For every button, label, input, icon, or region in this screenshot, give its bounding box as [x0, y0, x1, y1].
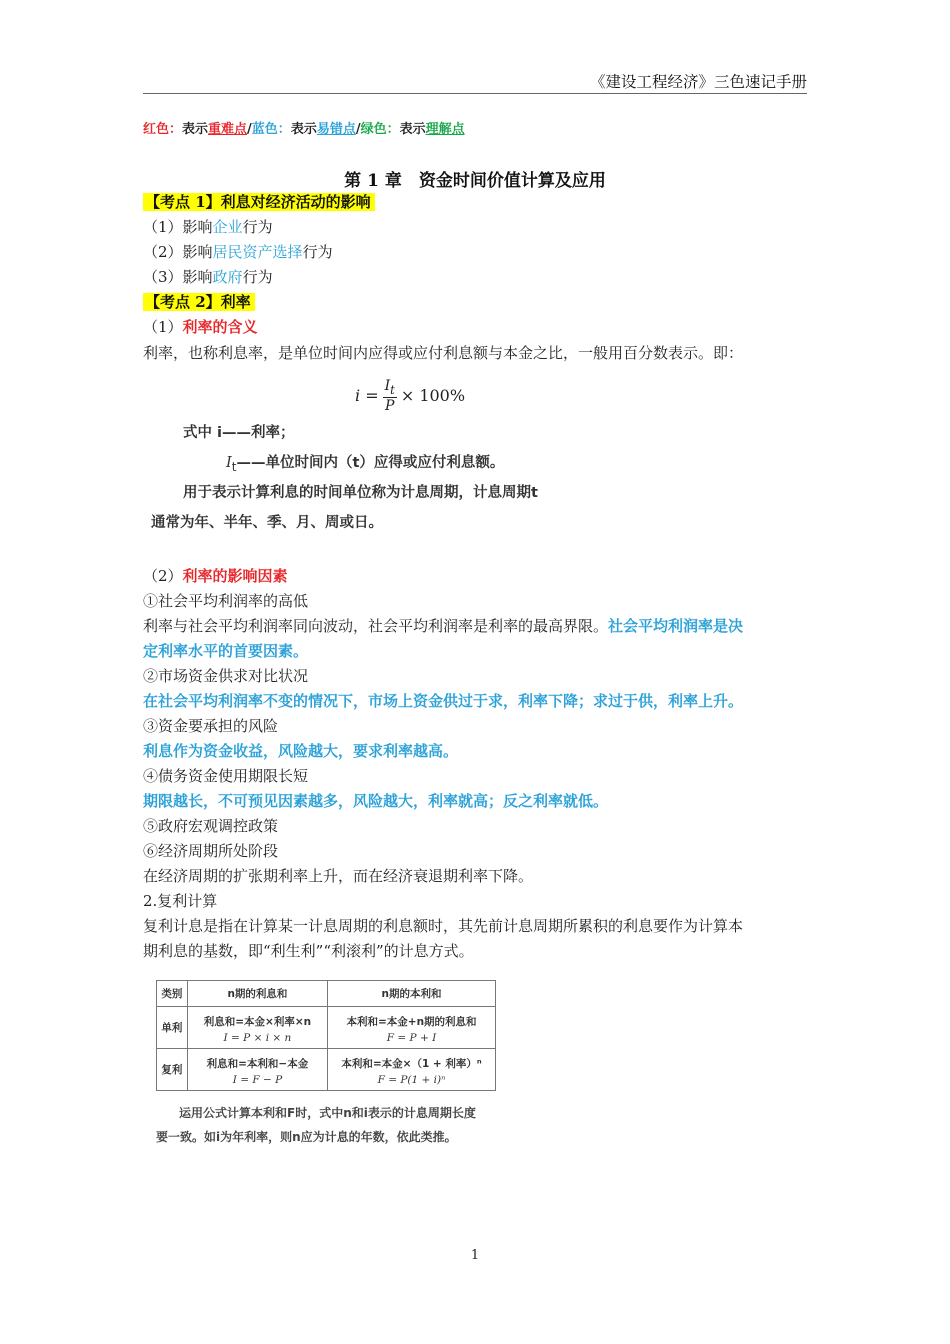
kp1-item: （1）影响企业行为 — [143, 218, 273, 236]
factor-text: 利率与社会平均利润率同向波动，社会平均利润率是利率的最高界限。社会平均利润率是决 — [143, 617, 744, 635]
kp1-item: （3）影响政府行为 — [143, 268, 273, 286]
kp1-term: 企业 — [212, 218, 243, 236]
formula-note-i: 式中 i——利率； — [183, 425, 295, 441]
factor-title: ⑤政府宏观调控政策 — [143, 817, 279, 835]
compound-text: 复利计息是指在计算某一计息周期的利息额时，其先前计息周期所累积的利息要作为计算本 — [143, 917, 744, 935]
factor-blue-text: 在社会平均利润率不变的情况下，市场上资金供过于求，利率下降；求过于供，利率上升。 — [143, 692, 744, 710]
page-number: 1 — [470, 1248, 480, 1263]
legend-meaning: 表示 — [182, 122, 209, 137]
legend-red-label: 红色： — [143, 122, 183, 137]
factor-title: ⑥经济周期所处阶段 — [143, 842, 279, 860]
compound-text: 期利息的基数，即“利生利”“利滚利”的计息方式。 — [143, 942, 474, 960]
table-cell: 利息和=本金×利率×n I = P × i × n — [187, 1007, 327, 1049]
compound-title: 2.复利计算 — [143, 892, 218, 910]
formula-lhs: i = — [355, 386, 379, 406]
legend-meaning: 表示 — [399, 122, 426, 137]
kp1-heading: 【考点 1】利息对经济活动的影响 — [143, 190, 375, 214]
legend-green-term: 理解点 — [425, 122, 465, 137]
factor-blue-text: 利息作为资金收益，风险越大，要求利率越高。 — [143, 742, 459, 760]
header-title: 《建设工程经济》三色速记手册 — [589, 73, 807, 91]
formula-denominator: P — [385, 397, 395, 414]
color-legend — [143, 118, 465, 137]
interest-rate-formula — [355, 378, 465, 414]
table-header: 类别 — [157, 981, 188, 1007]
table-note: 运用公式计算本利和F时，式中n和i表示的计息周期长度 — [179, 1106, 476, 1120]
factor-blue-text: 期限越长，不可预见因素越多，风险越大，利率就高；反之利率就低。 — [143, 792, 609, 810]
table-cell: 本利和=本金+n期的利息和 F = P + I — [328, 1007, 496, 1049]
factor-title: ④债务资金使用期限长短 — [143, 767, 309, 785]
kp1-item: （2）影响居民资产选择行为 — [143, 243, 333, 261]
table-note: 要一致。如i为年利率，则n应为计息的年数，依此类推。 — [156, 1130, 457, 1144]
legend-separator: / — [355, 122, 361, 137]
table-row — [157, 1007, 496, 1049]
formula-note-period: 用于表示计算利息的时间单位称为计息周期，计息周期t — [183, 485, 538, 501]
kp1-term: 政府 — [212, 268, 243, 286]
kp1-term: 居民资产选择 — [212, 243, 303, 261]
table-row — [157, 1049, 496, 1091]
header-divider — [143, 93, 807, 94]
legend-green-label: 绿色： — [360, 122, 400, 137]
formula-note-it: $I_t——$单位时间内（t）应得或应付利息额。 — [226, 455, 505, 474]
legend-red-term: 重难点 — [208, 122, 248, 137]
table-cell: 本利和=本金×（1 + 利率）ⁿ F = P(1 + i)ⁿ — [328, 1049, 496, 1091]
formula-numerator: I — [384, 378, 391, 394]
kp2-sub1-title: 利率的含义 — [182, 318, 258, 336]
table-cell: 单利 — [157, 1007, 188, 1049]
table-header: n期的利息和 — [187, 981, 327, 1007]
legend-separator: / — [247, 122, 252, 137]
factor-blue-text: 定利率水平的首要因素。 — [143, 642, 309, 660]
kp2-sub1: （1）利率的含义 — [143, 318, 258, 336]
interest-comparison-table — [156, 980, 496, 1091]
legend-blue-term: 易错点 — [316, 122, 356, 137]
formula-rhs: × 100% — [400, 386, 466, 406]
factor-title: ③资金要承担的风险 — [143, 717, 279, 735]
kp2-sub2: （2）利率的影响因素 — [143, 567, 288, 585]
kp2-sub2-title: 利率的影响因素 — [182, 567, 288, 585]
chapter-title: 第 1 章 资金时间价值计算及应用 — [344, 171, 606, 191]
formula-note-period-units: 通常为年、半年、季、月、周或日。 — [151, 515, 383, 531]
interest-rate-definition: 利率，也称利息率，是单位时间内应得或应付利息额与本金之比，一般用百分数表示。即： — [143, 344, 744, 362]
factor-title: ①社会平均利润率的高低 — [143, 592, 309, 610]
table-header: n期的本利和 — [328, 981, 496, 1007]
kp2-heading: 【考点 2】利率 — [143, 290, 255, 314]
factor-text: 在经济周期的扩张期利率上升，而在经济衰退期利率下降。 — [143, 867, 534, 885]
table-cell: 利息和=本利和−本金 I = F − P — [187, 1049, 327, 1091]
formula-numerator-sub: t — [390, 382, 395, 397]
legend-blue-label: 蓝色： — [251, 122, 291, 137]
table-cell: 复利 — [157, 1049, 188, 1091]
legend-meaning: 表示 — [290, 122, 317, 137]
factor-title: ②市场资金供求对比状况 — [143, 667, 309, 685]
